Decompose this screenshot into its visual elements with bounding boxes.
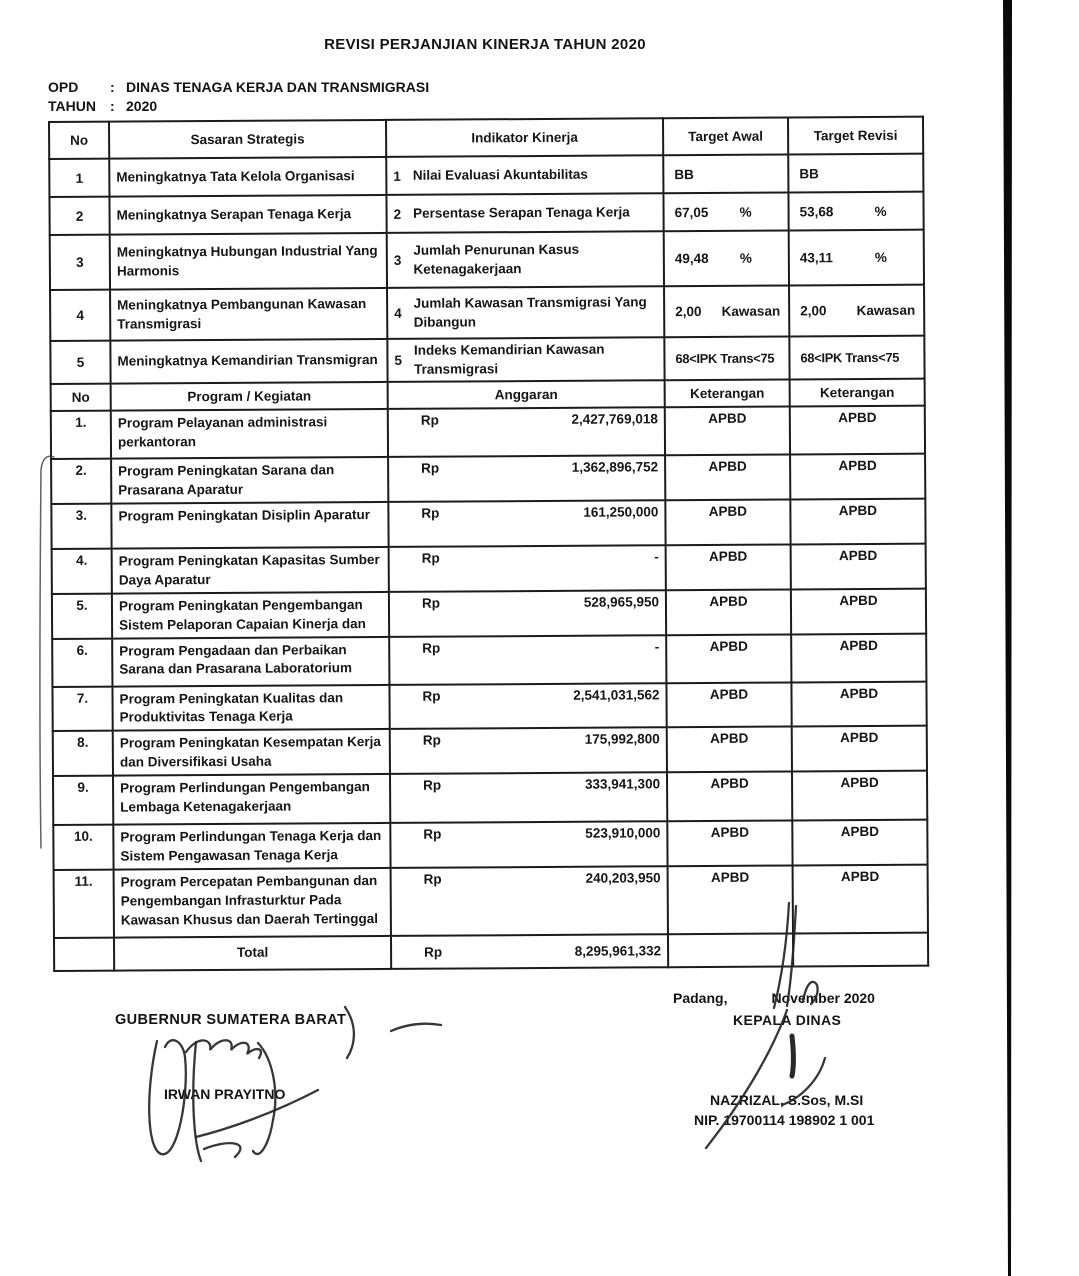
target-revisi-unit: % [874, 203, 887, 219]
program-text: Program Peningkatan Kapasitas Sumber Daya Aparatur [112, 547, 389, 593]
total-amount: 8,295,961,332 [574, 943, 662, 959]
indikator-number: 3 [393, 252, 402, 268]
keterangan-1-cell: APBD [665, 499, 790, 545]
target-awal-cell [663, 154, 788, 193]
target-revisi-value: 43,11 [799, 250, 833, 266]
keterangan-1-cell: APBD [667, 821, 792, 867]
sasaran-row-number: 3 [50, 235, 110, 290]
document-title: REVISI PERJANJIAN KINERJA TAHUN 2020 [324, 36, 646, 53]
meta-opd [48, 78, 429, 97]
total-empty-ket2 [793, 933, 928, 967]
target-revisi-value: BB [799, 165, 819, 181]
program-text: Program Perlindungan Pengembangan Lembaga Ketenagakerjaan [113, 774, 390, 825]
anggaran-cell [389, 683, 666, 729]
currency-label: Rp [422, 732, 441, 749]
meta-tahun [48, 97, 429, 116]
anggaran-amount: - [654, 638, 660, 654]
indikator-text: Indeks Kemandirian Kawasan Transmigrasi [413, 341, 605, 377]
performance-table-wrap [48, 116, 927, 972]
meta-tahun-label: TAHUN [48, 98, 96, 114]
currency-label: Rp [421, 460, 440, 476]
anggaran-amount: 175,992,800 [584, 731, 660, 748]
anggaran-cell [389, 635, 666, 685]
program-text: Program Peningkatan Sarana dan Prasarana Aparatur [111, 457, 388, 504]
keterangan-2-cell: APBD [791, 633, 926, 682]
keterangan-2-cell: APBD [790, 454, 925, 500]
target-revisi-value: 2,00 [800, 303, 827, 319]
anggaran-amount: 333,941,300 [584, 776, 661, 792]
target-revisi-value: 53,68 [799, 203, 834, 219]
target-awal-unit: % [739, 204, 752, 220]
program-row-number: 2. [51, 459, 111, 504]
target-awal-value: BB [674, 166, 694, 182]
indikator-cell [387, 337, 664, 382]
col-header-target-revisi: Target Revisi [788, 117, 923, 155]
meta-block [48, 78, 429, 116]
keterangan-2-cell: APBD [791, 588, 926, 634]
anggaran-amount: 528,965,950 [583, 594, 659, 610]
anggaran-cell [389, 545, 666, 591]
signature-right-nip: NIP. 19700114 198902 1 001 [694, 1112, 875, 1128]
total-section [54, 933, 928, 971]
anggaran-cell [390, 772, 667, 823]
indikator-text: Jumlah Kawasan Transmigrasi Yang Dibangun [413, 294, 647, 330]
program-row-number: 8. [53, 731, 113, 776]
program-row-number: 11. [54, 870, 114, 938]
program-row-number: 6. [52, 638, 112, 686]
meta-tahun-colon: : [110, 98, 115, 114]
total-empty-no [54, 938, 114, 971]
currency-label: Rp [424, 944, 443, 960]
col-header-indikator: Indikator Kinerja [386, 118, 663, 157]
sasaran-body [49, 154, 924, 384]
scan-edge-bar [1003, 0, 1012, 1276]
program-text: Program Pelayanan administrasi perkantoran [111, 409, 388, 459]
target-awal-value: 68<IPK Trans<75 [675, 350, 775, 367]
total-row [54, 933, 928, 971]
sasaran-strategis-text: Meningkatnya Pembangunan Kawasan Transmigrasi [110, 288, 387, 341]
anggaran-amount: 2,427,769,018 [571, 411, 658, 427]
indikator-cell [387, 286, 664, 339]
program-row [52, 633, 926, 686]
anggaran-cell [391, 866, 668, 936]
program-text: Program Peningkatan Disiplin Aparatur [111, 502, 388, 549]
program-text: Program Peningkatan Pengembangan Sistem Pelaporan Capaian Kinerja dan [112, 592, 389, 638]
total-label: Total [114, 936, 391, 971]
program-row [52, 544, 926, 594]
program-row-number: 3. [51, 504, 111, 549]
target-revisi-cell [788, 154, 923, 193]
indikator-cell [386, 155, 663, 195]
sasaran-row-number: 5 [50, 341, 110, 384]
signature-date: November 2020 [771, 990, 875, 1006]
program-body [51, 406, 928, 938]
program-row [51, 499, 925, 549]
target-awal-unit: Kawasan [721, 303, 781, 319]
sasaran-row [49, 154, 923, 197]
border-gap-patch [40, 833, 52, 849]
program-row-number: 7. [52, 686, 112, 731]
left-signature [149, 1007, 441, 1161]
currency-label: Rp [423, 826, 442, 842]
sasaran-strategis-text: Meningkatnya Serapan Tenaga Kerja [109, 195, 386, 235]
target-awal-cell [664, 336, 789, 380]
target-awal-value: 2,00 [675, 304, 702, 320]
keterangan-1-cell: APBD [665, 454, 790, 500]
indikator-number: 1 [393, 168, 401, 184]
program-row-number: 10. [53, 825, 113, 870]
indikator-number: 4 [394, 305, 402, 321]
program-row [53, 726, 927, 776]
currency-label: Rp [420, 412, 439, 428]
keterangan-2-cell: APBD [790, 499, 925, 545]
target-awal-unit: % [739, 250, 752, 266]
target-awal-cell [664, 285, 789, 337]
col-header-anggaran: Anggaran [388, 380, 665, 409]
target-awal-cell [663, 192, 788, 231]
currency-label: Rp [421, 505, 440, 521]
program-text: Program Peningkatan Kesempatan Kerja dan Diversifikasi Usaha [113, 729, 390, 775]
anggaran-amount: 240,203,950 [585, 870, 661, 886]
currency-label: Rp [421, 550, 440, 566]
anggaran-cell [388, 407, 665, 457]
keterangan-1-cell: APBD [666, 544, 791, 590]
sasaran-header-row [49, 117, 923, 159]
col-header-target-awal: Target Awal [663, 117, 788, 155]
sasaran-row-number: 2 [49, 197, 109, 235]
currency-label: Rp [423, 777, 442, 793]
signature-left-title: GUBERNUR SUMATERA BARAT [115, 1012, 347, 1028]
indikator-number: 2 [393, 206, 402, 222]
keterangan-1-cell: APBD [666, 589, 791, 635]
anggaran-amount: 523,910,000 [585, 825, 661, 841]
anggaran-cell [390, 821, 667, 868]
sasaran-row [50, 230, 924, 290]
program-row-number: 9. [53, 776, 113, 825]
col-header-program: Program / Kegiatan [111, 382, 388, 411]
sasaran-strategis-text: Meningkatnya Tata Kelola Organisasi [109, 157, 386, 197]
target-revisi-cell [788, 192, 923, 231]
program-row [51, 454, 925, 504]
col-header-sasaran: Sasaran Strategis [109, 120, 386, 159]
program-row-number: 5. [52, 593, 112, 638]
meta-opd-colon: : [110, 79, 115, 95]
sasaran-row-number: 4 [50, 290, 110, 341]
indikator-cell [386, 193, 663, 233]
indikator-number: 5 [394, 352, 403, 368]
target-revisi-value: 68<IPK Trans<75 [800, 349, 900, 366]
meta-opd-label: OPD [48, 79, 79, 95]
total-empty-ket1 [668, 934, 793, 968]
anggaran-amount: 2,541,031,562 [573, 686, 660, 703]
total-anggaran-cell [391, 934, 668, 969]
sasaran-row [50, 336, 924, 384]
target-awal-value: 67,05 [674, 204, 709, 220]
target-revisi-cell [789, 336, 924, 380]
indikator-text: Persentase Serapan Tenaga Kerja [413, 204, 630, 221]
keterangan-2-cell: APBD [792, 726, 927, 772]
signature-date-gap [727, 990, 771, 1006]
sasaran-row-number: 1 [49, 159, 109, 197]
indikator-cell [387, 231, 664, 288]
anggaran-amount: - [654, 549, 659, 565]
signature-left-name: IRWAN PRAYITNO [164, 1086, 286, 1102]
col-header-no: No [49, 122, 109, 159]
program-row [54, 865, 928, 938]
keterangan-2-cell: APBD [792, 820, 927, 866]
keterangan-1-cell: APBD [668, 866, 793, 935]
keterangan-1-cell: APBD [666, 682, 791, 728]
sasaran-row [49, 192, 923, 235]
keterangan-2-cell: APBD [791, 681, 926, 727]
keterangan-1-cell: APBD [667, 727, 792, 773]
target-revisi-cell [789, 230, 924, 286]
keterangan-2-cell: APBD [790, 406, 925, 455]
program-row-number: 1. [51, 411, 111, 459]
keterangan-2-cell: APBD [791, 544, 926, 590]
indikator-text: Nilai Evaluasi Akuntabilitas [412, 166, 588, 183]
sasaran-header [49, 117, 923, 159]
program-row [53, 771, 927, 825]
col-header-no2: No [51, 384, 111, 411]
currency-label: Rp [421, 595, 440, 611]
sasaran-row [50, 285, 924, 341]
signature-right-title: KEPALA DINAS [733, 1012, 842, 1028]
col-header-keterangan-1: Keterangan [665, 379, 790, 407]
program-text: Program Pengadaan dan Perbaikan Sarana dan Prasarana Laboratorium [112, 636, 389, 686]
keterangan-2-cell: APBD [793, 865, 928, 934]
target-revisi-cell [789, 285, 924, 337]
performance-table [48, 116, 929, 972]
signature-right-name: NAZRIZAL, S.Sos, M.SI [710, 1092, 864, 1108]
program-row [52, 681, 926, 731]
program-row [51, 406, 925, 459]
anggaran-cell [388, 455, 665, 502]
anggaran-amount: 1,362,896,752 [571, 459, 659, 475]
program-row [52, 588, 926, 638]
target-awal-cell [664, 230, 789, 286]
currency-label: Rp [423, 871, 442, 887]
program-row [53, 820, 927, 870]
anggaran-cell [388, 500, 665, 547]
target-awal-value: 49,48 [674, 250, 709, 267]
target-revisi-unit: % [874, 249, 887, 265]
keterangan-1-cell: APBD [667, 772, 792, 822]
program-text: Program Peningkatan Kualitas dan Produktivitas Tenaga Kerja [112, 684, 389, 730]
program-row-number: 4. [52, 549, 112, 594]
program-text: Program Percepatan Pembangunan dan Pengembangan Infrasturktur Pada Kawasan Khusus dan Daerah Tertinggal [114, 868, 391, 938]
anggaran-cell [389, 590, 666, 636]
signature-place: Padang, [673, 990, 728, 1006]
col-header-keterangan-2: Keterangan [790, 379, 925, 407]
anggaran-cell [390, 728, 667, 774]
meta-tahun-value: 2020 [126, 98, 158, 114]
keterangan-1-cell: APBD [665, 406, 790, 455]
anggaran-amount: 161,250,000 [583, 504, 659, 520]
signature-place-date [673, 990, 875, 1006]
sasaran-strategis-text: Meningkatnya Hubungan Industrial Yang Harmonis [110, 233, 387, 290]
keterangan-2-cell: APBD [792, 771, 927, 821]
currency-label: Rp [422, 688, 441, 704]
indikator-text: Jumlah Penurunan Kasus Ketenagakerjaan [413, 242, 580, 277]
keterangan-1-cell: APBD [666, 634, 791, 683]
meta-opd-value: DINAS TENAGA KERJA DAN TRANSMIGRASI [126, 79, 430, 95]
target-revisi-unit: Kawasan [856, 302, 916, 319]
sasaran-strategis-text: Meningkatnya Kemandirian Transmigran [110, 339, 387, 384]
currency-label: Rp [422, 640, 441, 656]
program-text: Program Perlindungan Tenaga Kerja dan Sistem Pengawasan Tenaga Kerja [113, 823, 390, 870]
